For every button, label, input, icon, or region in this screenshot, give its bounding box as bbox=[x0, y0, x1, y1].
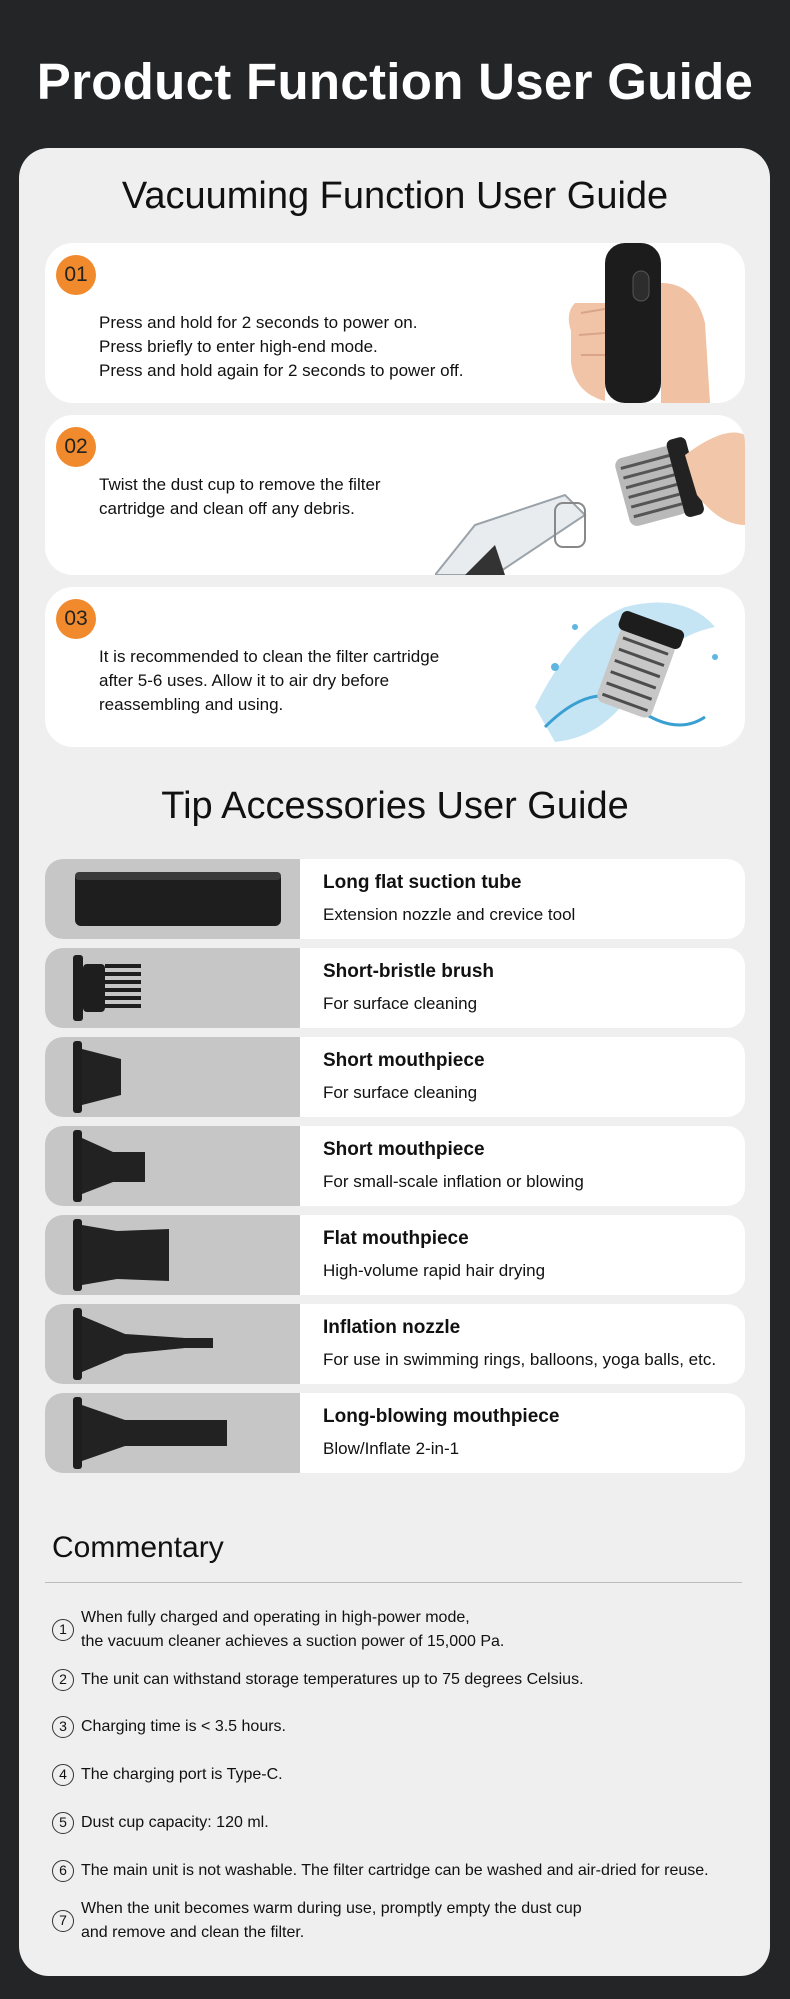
accessory-name: Short mouthpiece bbox=[323, 1050, 485, 1071]
filter-cartridge-removal-image bbox=[435, 415, 745, 575]
accessory-row-6 bbox=[45, 1304, 745, 1384]
note-text: When fully charged and operating in high-power mode, the vacuum cleaner achieves a suction power of 15,000 Pa. bbox=[81, 1609, 505, 1650]
accessory-name: Short mouthpiece bbox=[323, 1139, 485, 1160]
note-number: 6 bbox=[52, 1860, 74, 1882]
note-number: 1 bbox=[52, 1619, 74, 1641]
step-number-badge: 02 bbox=[56, 427, 96, 467]
accessory-row-7 bbox=[45, 1393, 745, 1473]
step-card-3 bbox=[45, 587, 745, 747]
note-text: When the unit becomes warm during use, promptly empty the dust cup and remove and clean the filter. bbox=[81, 1900, 582, 1941]
short-mouthpiece-image bbox=[45, 1126, 300, 1206]
inflation-nozzle-image bbox=[45, 1304, 300, 1384]
accessory-name: Inflation nozzle bbox=[323, 1317, 461, 1338]
flat-mouthpiece-image bbox=[45, 1215, 300, 1295]
accessory-row-3 bbox=[45, 1037, 745, 1117]
short-bristle-brush-image bbox=[45, 948, 300, 1028]
long-blowing-mouthpiece-image bbox=[45, 1393, 300, 1473]
note-number: 4 bbox=[52, 1764, 74, 1786]
accessory-description: For surface cleaning bbox=[323, 994, 478, 1013]
note-text: Charging time is < 3.5 hours. bbox=[81, 1718, 286, 1735]
note-text: Dust cup capacity: 120 ml. bbox=[81, 1814, 269, 1831]
accessory-description: Blow/Inflate 2-in-1 bbox=[323, 1439, 460, 1458]
accessory-description: Extension nozzle and crevice tool bbox=[323, 905, 576, 924]
accessory-name: Long flat suction tube bbox=[323, 872, 522, 893]
step-card-2 bbox=[45, 415, 745, 575]
accessories-section-title: Tip Accessories User Guide bbox=[161, 785, 629, 827]
filter-cartridge-washing-image bbox=[515, 587, 745, 747]
accessory-name: Flat mouthpiece bbox=[323, 1228, 469, 1249]
accessory-name: Long-blowing mouthpiece bbox=[323, 1406, 560, 1427]
accessory-row-1 bbox=[45, 859, 745, 939]
accessory-row-4 bbox=[45, 1126, 745, 1206]
note-text: The charging port is Type-C. bbox=[81, 1766, 283, 1783]
note-number: 5 bbox=[52, 1812, 74, 1834]
accessory-description: For surface cleaning bbox=[323, 1083, 478, 1102]
note-text: The main unit is not washable. The filter cartridge can be washed and air-dried for reuse. bbox=[81, 1862, 709, 1879]
vacuum-section-title: Vacuuming Function User Guide bbox=[121, 175, 669, 217]
step-text: Twist the dust cup to remove the filter cartridge and clean off any debris. bbox=[99, 475, 381, 518]
step-number-badge: 01 bbox=[56, 255, 96, 295]
accessory-description: For use in swimming rings, balloons, yoga balls, etc. bbox=[323, 1350, 717, 1369]
step-text: Press and hold for 2 seconds to power on. Press briefly to enter high-end mode. Press and hold again for 2 seconds to power off. bbox=[99, 313, 464, 380]
note-number: 7 bbox=[52, 1910, 74, 1932]
commentary-title: Commentary bbox=[52, 1531, 224, 1564]
note-text: The unit can withstand storage temperatures up to 75 degrees Celsius. bbox=[81, 1671, 584, 1688]
note-number: 3 bbox=[52, 1716, 74, 1738]
accessory-row-5 bbox=[45, 1215, 745, 1295]
divider bbox=[45, 1582, 742, 1583]
step-card-1 bbox=[45, 243, 745, 403]
accessory-row-2 bbox=[45, 948, 745, 1028]
page-title: Product Function User Guide bbox=[36, 53, 754, 110]
accessory-description: High-volume rapid hair drying bbox=[323, 1261, 546, 1280]
accessory-description: For small-scale inflation or blowing bbox=[323, 1172, 584, 1191]
short-mouthpiece-image bbox=[45, 1037, 300, 1117]
long-flat-suction-tube-image bbox=[45, 859, 300, 939]
accessory-name: Short-bristle brush bbox=[323, 961, 495, 982]
note-number: 2 bbox=[52, 1669, 74, 1691]
step-number-badge: 03 bbox=[56, 599, 96, 639]
hand-holding-vacuum-image bbox=[545, 243, 745, 403]
step-text: It is recommended to clean the filter cartridge after 5-6 uses. Allow it to air dry before reassembling and using. bbox=[99, 647, 440, 714]
